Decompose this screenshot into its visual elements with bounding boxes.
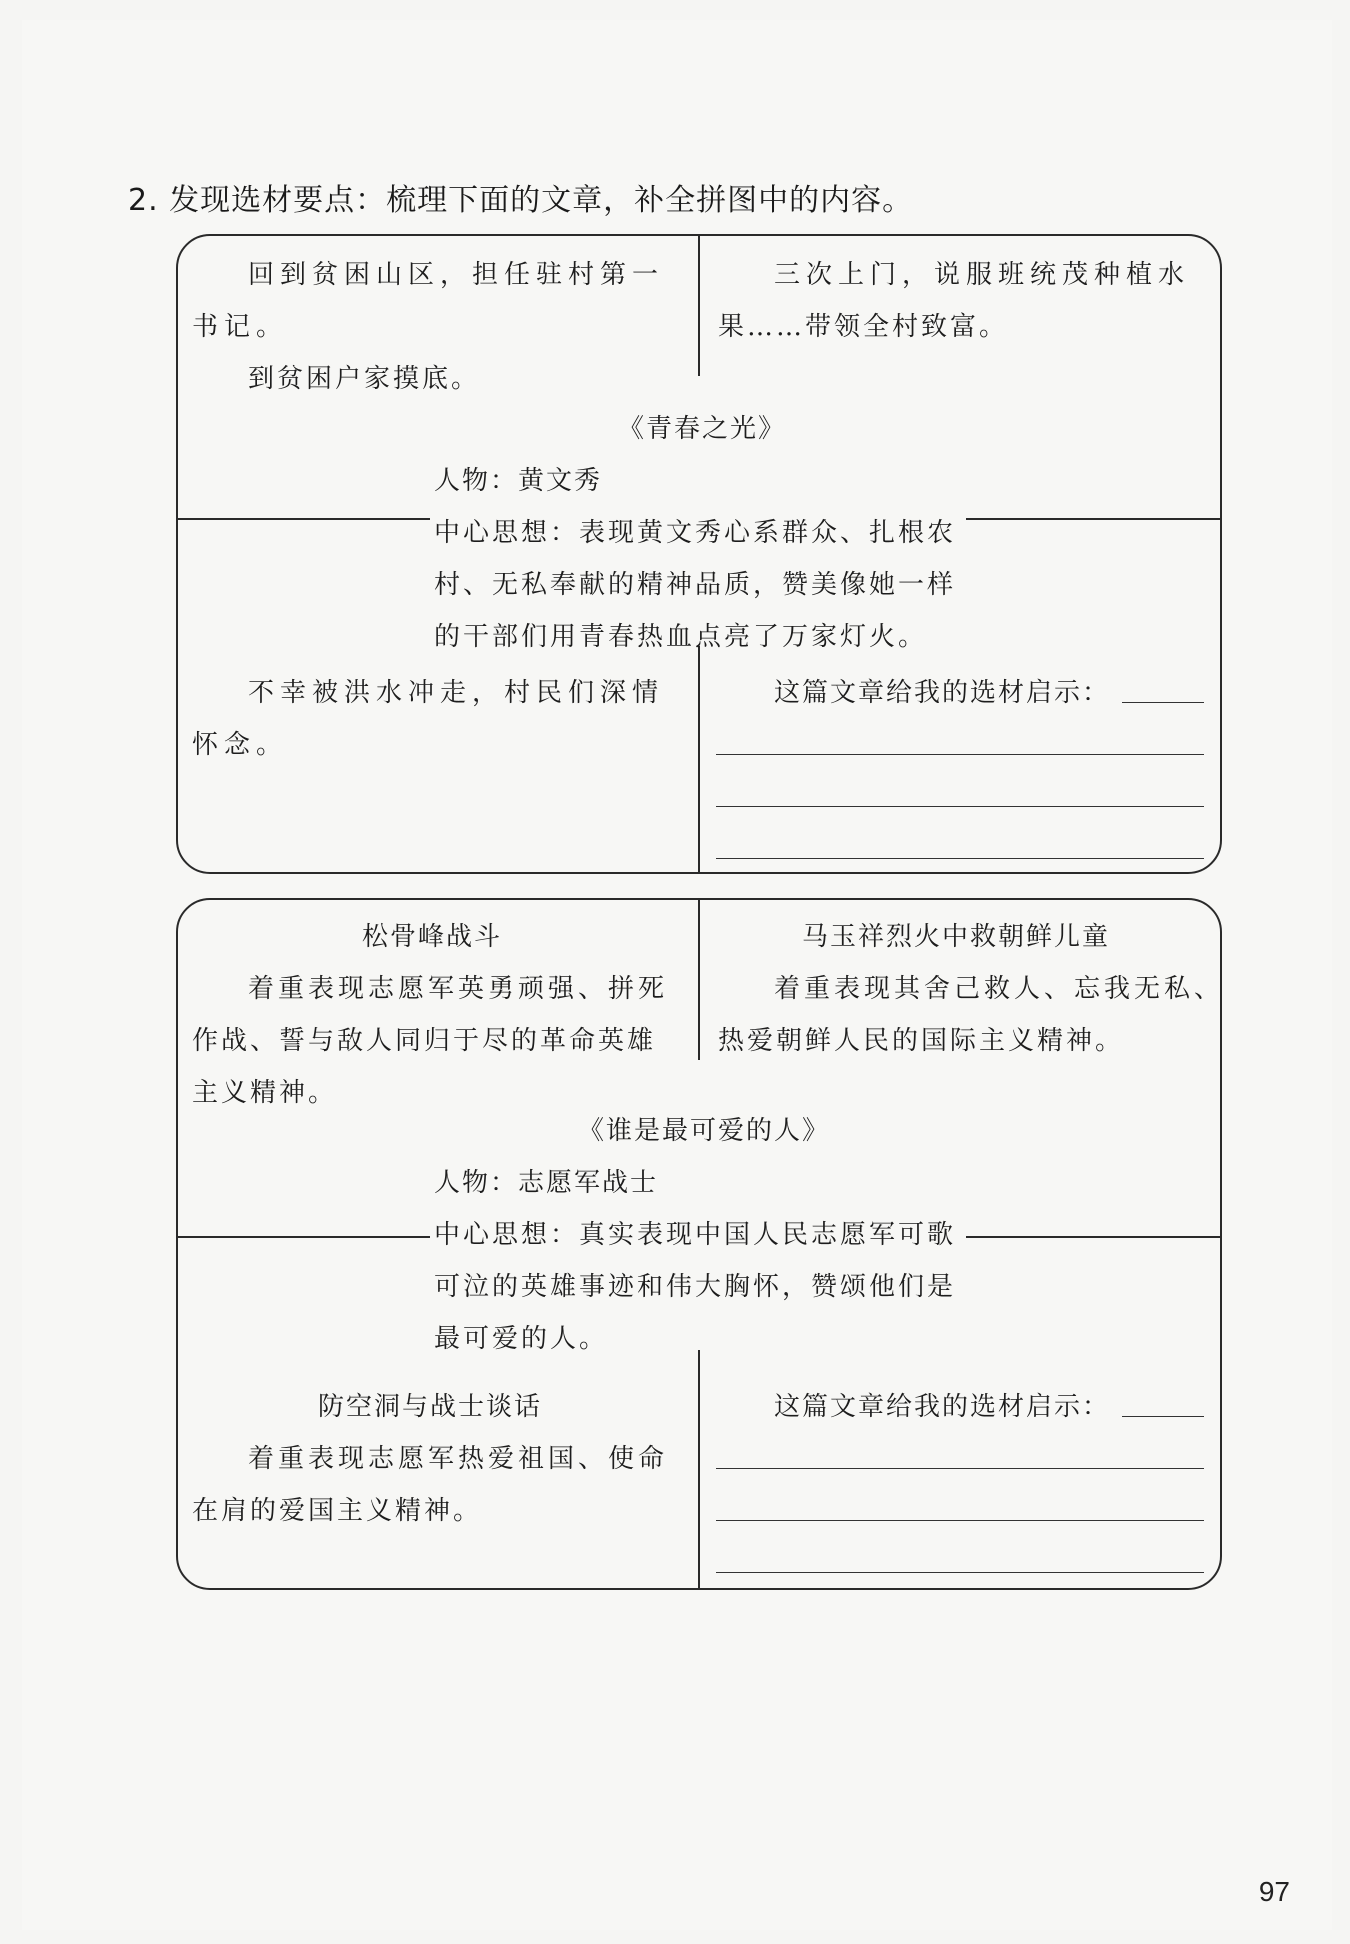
divider-upper (698, 900, 700, 1060)
bl-text-line-1: 不幸被洪水冲走，村民们深情 (248, 678, 665, 708)
central-idea-line-3: 的干部们用青春热血点亮了万家灯火。 (434, 622, 928, 652)
tl-text-line-1: 着重表现志愿军英勇顽强、拼死 (248, 974, 669, 1004)
tl-heading: 松骨峰战斗 (362, 922, 503, 952)
br-prompt: 这篇文章给我的选材启示： (774, 678, 1111, 708)
divider-left (178, 1236, 430, 1238)
tr-text-line-2: 热爱朝鲜人民的国际主义精神。 (718, 1026, 1125, 1056)
answer-blank-3[interactable] (716, 1520, 1204, 1521)
tr-text-line-1: 着重表现其舍己救人、忘我无私、 (774, 974, 1225, 1004)
bl-text-line-2: 怀念。 (192, 730, 289, 760)
divider-right (966, 1236, 1222, 1238)
answer-blank-2[interactable] (716, 754, 1204, 755)
divider-right (966, 518, 1222, 520)
answer-blank-3[interactable] (716, 806, 1204, 807)
answer-blank-4[interactable] (716, 858, 1204, 859)
tr-text-line-2: 果……带领全村致富。 (718, 312, 1009, 342)
article-title: 《青春之光》 (618, 414, 787, 444)
tl-text-line-2: 作战、誓与敌人同归于尽的革命英雄 (192, 1026, 657, 1056)
tl-text-line-3: 到贫困户家摸底。 (248, 364, 481, 394)
page-number: 97 (1258, 1876, 1290, 1907)
article-title: 《谁是最可爱的人》 (578, 1116, 831, 1146)
tr-text-line-1: 三次上门，说服班统茂种植水 (774, 260, 1191, 290)
br-prompt: 这篇文章给我的选材启示： (774, 1392, 1111, 1422)
tr-heading: 马玉祥烈火中救朝鲜儿童 (802, 922, 1111, 952)
tl-text-line-3: 主义精神。 (192, 1078, 338, 1108)
central-idea-line-2: 可泣的英雄事迹和伟大胸怀，赞颂他们是 (434, 1272, 957, 1302)
question-heading: 2. 发现选材要点：梳理下面的文章，补全拼图中的内容。 (128, 183, 914, 218)
tl-text-line-1: 回到贫困山区，担任驻村第一 (248, 260, 665, 290)
bl-text-line-2: 在肩的爱国主义精神。 (192, 1496, 483, 1526)
central-idea-line-2: 村、无私奉献的精神品质，赞美像她一样 (434, 570, 957, 600)
person-label: 人物：黄文秀 (434, 466, 603, 496)
bl-heading: 防空洞与战士谈话 (318, 1392, 543, 1422)
central-idea-line-1: 中心思想：表现黄文秀心系群众、扎根农 (434, 518, 957, 548)
answer-blank-2[interactable] (716, 1468, 1204, 1469)
puzzle-frame-1 (176, 234, 1222, 874)
bl-text-line-1: 着重表现志愿军热爱祖国、使命 (248, 1444, 669, 1474)
divider-lower (698, 646, 700, 874)
central-idea-line-3: 最可爱的人。 (434, 1324, 609, 1354)
central-idea-line-1: 中心思想：真实表现中国人民志愿军可歌 (434, 1220, 957, 1250)
divider-upper (698, 236, 700, 376)
tl-text-line-2: 书记。 (192, 312, 289, 342)
person-label: 人物：志愿军战士 (434, 1168, 659, 1198)
divider-left (178, 518, 430, 520)
answer-blank-4[interactable] (716, 1572, 1204, 1573)
puzzle-frame-2 (176, 898, 1225, 1590)
divider-lower (698, 1350, 700, 1590)
answer-blank-1[interactable] (1122, 1416, 1204, 1417)
answer-blank-1[interactable] (1122, 702, 1204, 703)
